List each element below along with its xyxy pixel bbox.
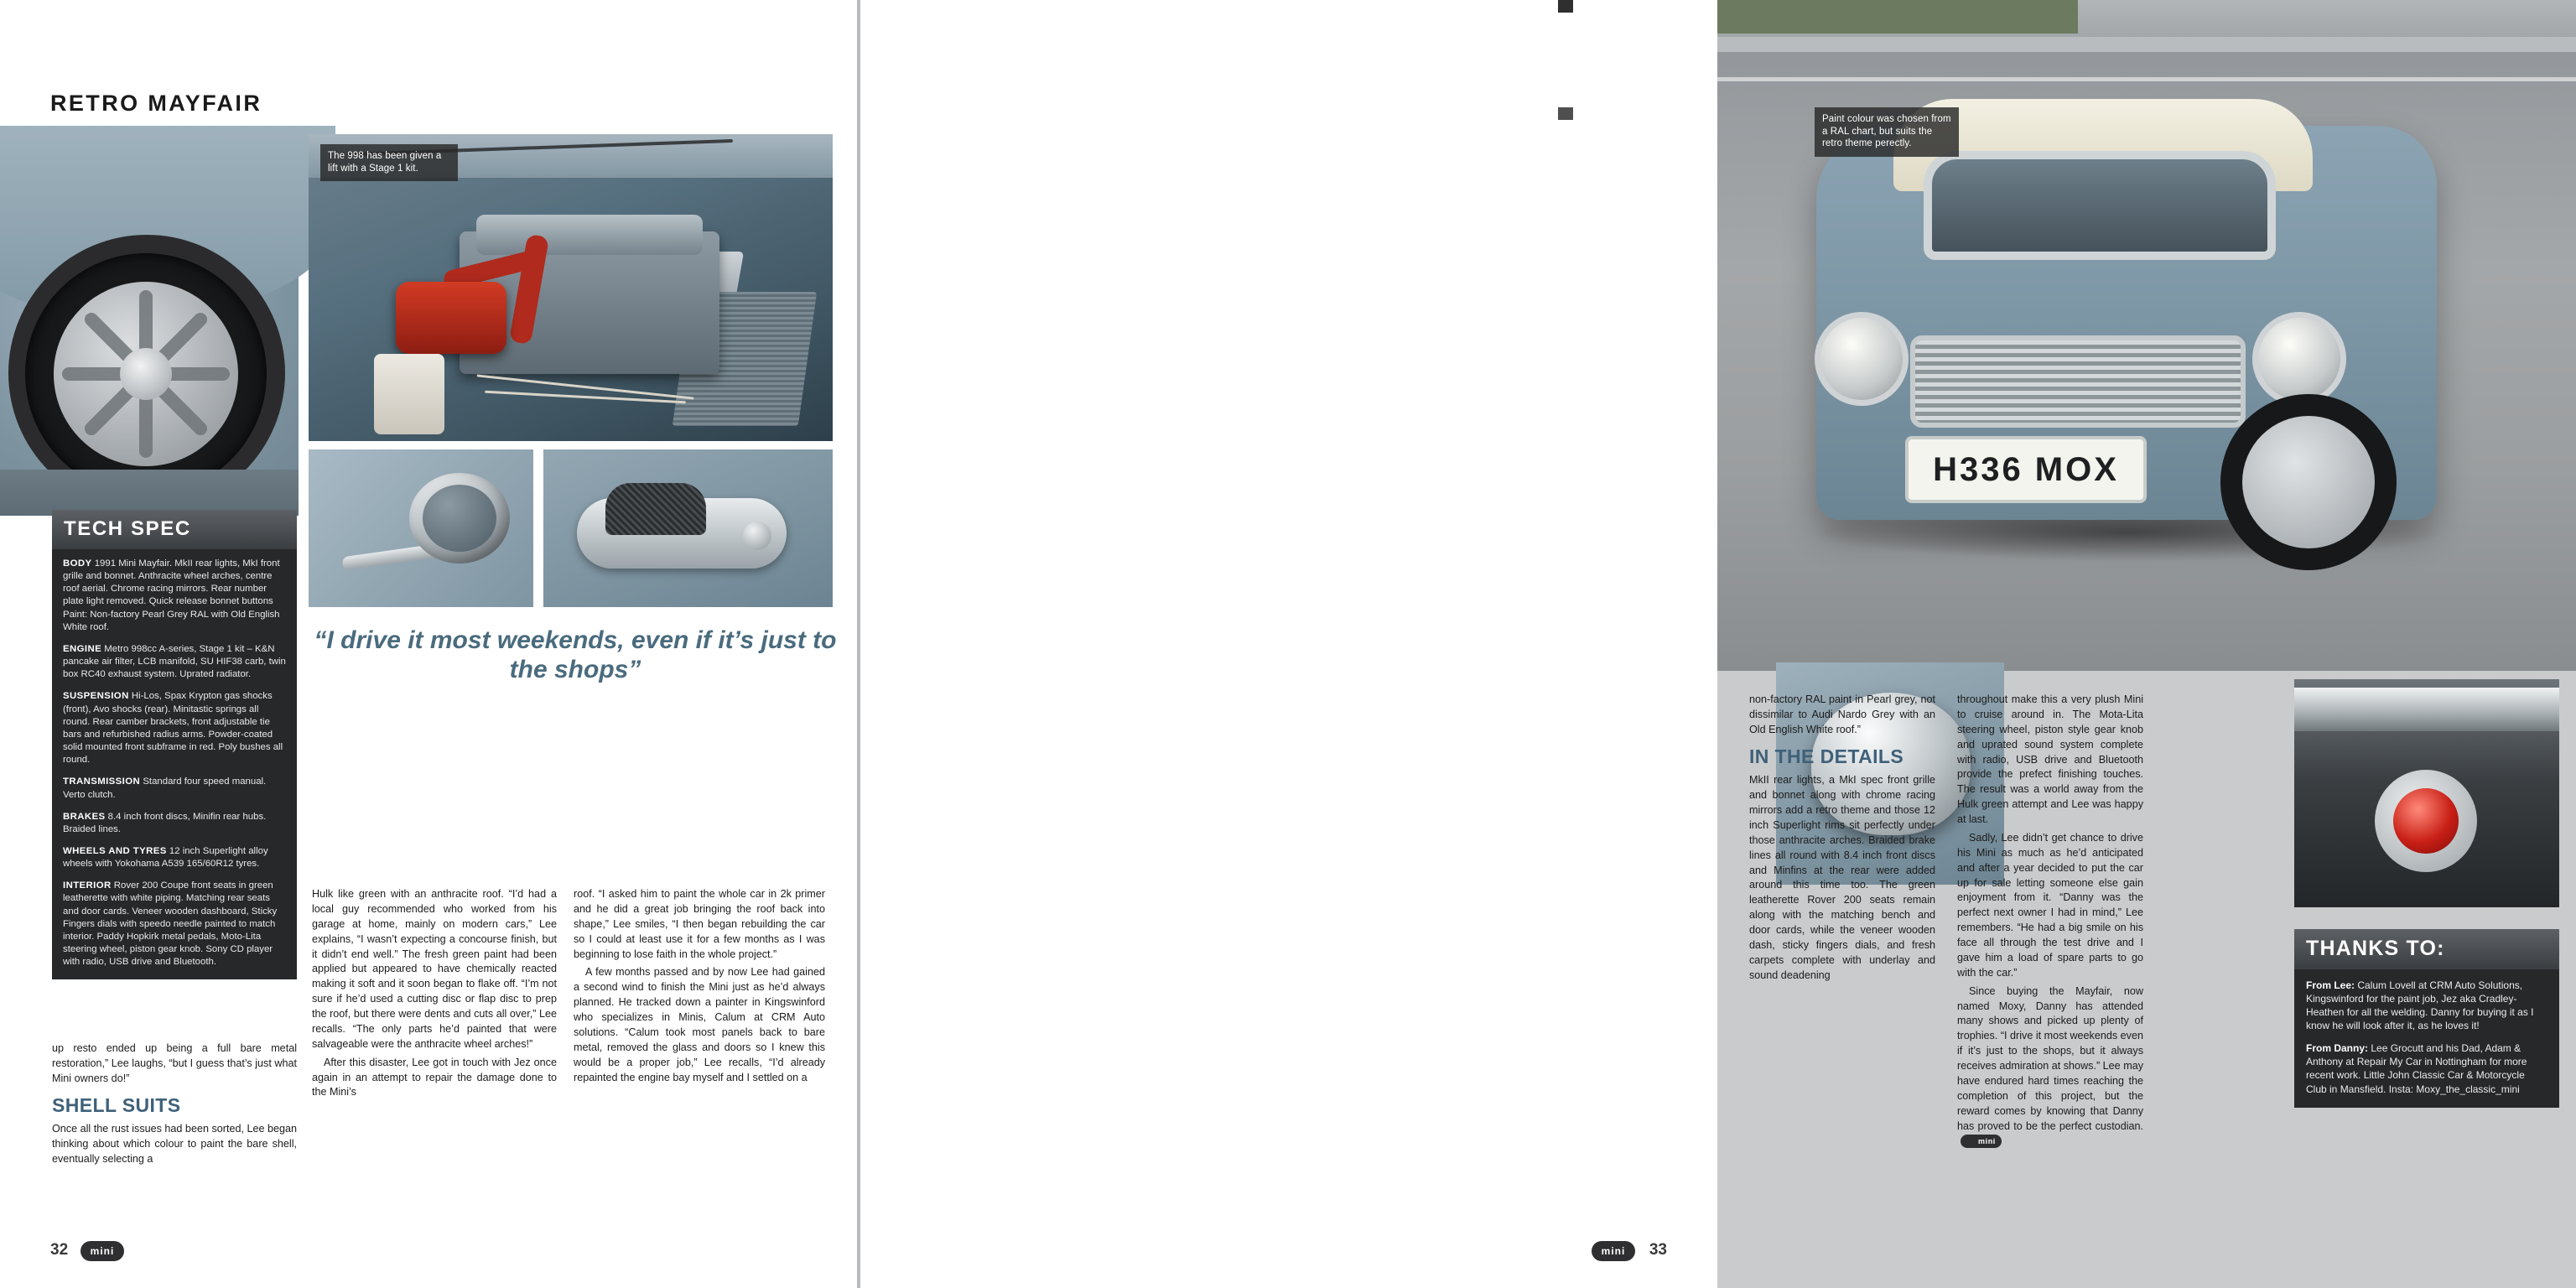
pull-quote: “I drive it most weekends, even if it’s just to the shops” <box>314 626 837 684</box>
section-heading-shell-suits: SHELL SUITS <box>52 1093 181 1116</box>
end-mark: mini <box>1961 1135 2002 1149</box>
paragraph: After this disaster, Lee got in touch with Jez once again in an attempt to repair the damage done to the Mini’s <box>312 1056 557 1098</box>
photo-wheel-detail <box>0 134 299 516</box>
paragraph: Sadly, Lee didn’t get chance to drive his Mini as much as he’d anticipated and after a year decided to put the car up for sale letting someone else gain enjoyment from it. “Danny was the perfect next owner I had in mind,” Lee remembers. “He had a big smile on his face all through the test drive and I gave him a load of spare parts to go with the car.” <box>1957 831 2143 979</box>
right-page <box>859 0 2534 1288</box>
magazine-logo-left: mini <box>80 1241 124 1261</box>
paragraph: up resto ended up being a full bare metal restoration,” Lee laughs, “but I guess that’s just what Mini owners do!” <box>52 1042 297 1084</box>
photo-door-handle <box>543 449 833 607</box>
left-page <box>0 0 859 1288</box>
thanks-body <box>2294 969 2559 1108</box>
page-gutter <box>857 0 860 1288</box>
caption-engine: The 998 has been given a lift with a Stage 1 kit. <box>320 144 458 181</box>
body-column-3 <box>574 887 825 1088</box>
page-number-right: 33 <box>1649 1241 1667 1259</box>
tech-spec-title: TECH SPEC <box>52 510 297 549</box>
paragraph: Hulk like green with an anthracite roof. “I’d had a local guy recommended who worked from his garage at home, mainly on modern cars,” Lee explains, “I wasn’t expecting a concourse finish, but it didn’t end well.” The fresh green paint had been applied but appeared to have chemically reacted making it soft and it soon began to flake off. “I’m not sure if he’d used a cutting disc or flap disc to prep the roof, but there were dents and cuts all over,” Lee recalls. “The only parts he’d painted that were salvageable were the anthracite wheel arches!” <box>312 888 557 1050</box>
tech-spec-entry: BRAKES 8.4 inch front discs, Minifin rear hubs. Braided lines. <box>63 811 267 834</box>
paragraph: Once all the rust issues had been sorted, Lee began thinking about which colour to paint the bare shell, eventually selecting a <box>52 1123 297 1166</box>
paragraph: throughout make this a very plush Mini to cruise around in. The Mota-Lita steering wheel, piston style gear knob and uprated sound system complete with radio, USB drive and Bluetooth provide the prefect finishing touches. The result was a world away from the Hulk green attempt and Lee was happy at last. <box>1957 693 2143 825</box>
paragraph: non-factory RAL paint in Pearl grey, not dissimilar to Audi Nardo Grey with an Old English White roof.” <box>1749 693 1935 735</box>
magazine-logo-right: mini <box>1592 1241 1635 1261</box>
photo-engine-bay <box>309 134 833 441</box>
section-heading-in-the-details: IN THE DETAILS <box>1749 745 1904 767</box>
page-kicker: RETRO MAYFAIR <box>50 91 262 116</box>
tech-spec-entry: WHEELS AND TYRES 12 inch Superlight alloy wheels with Yokohama A539 165/60R12 tyres. <box>63 845 268 870</box>
body-column-5 <box>1957 693 2143 1152</box>
body-column-2 <box>312 887 557 1104</box>
thanks-entry: From Danny: Lee Grocutt and his Dad, Adam & Anthony at Repair My Car in Nottingham for more recent work. Little John Classic Car & Motorcycle Club in Mansfield. Insta: Moxy_the_classic_mini <box>2306 1042 2527 1095</box>
tech-spec-entry: TRANSMISSION Standard four speed manual. Verto clutch. <box>63 776 267 800</box>
caption-hero: Paint colour was chosen from a RAL chart, but suits the retro theme perectly. <box>1815 107 1959 157</box>
number-plate: H336 MOX <box>1905 436 2147 503</box>
photo-chrome-mirror <box>309 449 533 607</box>
thanks-panel <box>2294 929 2559 1108</box>
photo-rear-light <box>2294 679 2559 907</box>
tech-spec-entry: INTERIOR Rover 200 Coupe front seats in green leatherette with white piping. Matching rear seats and door cards. Veneer wooden dashboard, Sticky Fingers dials with speedo needle painted to match interior. Paddy Hopkirk metal pedals, Moto-Lita steering wheel, piston gear knob. Sony CD player with radio, USB drive and Bluetooth. <box>63 880 278 968</box>
paragraph: Since buying the Mayfair, now named Moxy, Danny has attended many shows and picked up plenty of trophies. “I drive it most weekends even if it’s just to the shops, but it always receives admiration at shows.” Lee may have endured hard times reaching the completion of this project, but the reward comes by knowing that Danny has proved to be the perfect custodian.mini <box>1957 984 2143 1150</box>
paragraph: A few months passed and by now Lee had gained a second wind to finish the Mini just as he’d always planned. He tracked down a painter in Kingswinford who specializes in Minis, Calum at CRM Auto solutions. “Calum took most panels back to bare metal, removed the glass and doors so I knew this would be a proper job,” Lee recalls, “I’d already repainted the engine bay myself and I settled on a <box>574 966 825 1083</box>
body-column-1 <box>52 1041 297 1171</box>
paragraph: MkII rear lights, a MkI spec front grille and bonnet along with chrome racing mirrors add a retro theme and those 12 inch Superlight rims sit perfectly under those anthracite arches. Braided brake lines all round with 8.4 inch front discs and Minfins at the rear were added around this time too. The green leatherette Rover 200 seats remain along with the matching bench and door cards, while the veneer wooden dash, sticky fingers dials, and fresh carpets complete with underlay and sound deadening <box>1749 774 1935 981</box>
tech-spec-entry: SUSPENSION Hi-Los, Spax Krypton gas shocks (front), Avo shocks (rear). Minitastic springs all round. Rear camber brackets, front adjustable tie bars and refurbished radius arms. Powder-coated solid mounted front subframe in red. Poly bushes all round. <box>63 691 283 766</box>
paragraph: roof. “I asked him to paint the whole car in 2k primer and he did a great job bringing the roof back into shape,” Lee smiles, “I then began rebuilding the car so I could at least use it for a few months as I was beginning to lose faith in the whole project.” <box>574 888 825 960</box>
tech-spec-entry: ENGINE Metro 998cc A-series, Stage 1 kit – K&N pancake air filter, LCB manifold, SU HIF38 carb, twin box RC40 exhaust system. Uprated radiator. <box>63 643 286 680</box>
thanks-title: THANKS TO: <box>2294 929 2559 969</box>
tech-spec-panel <box>52 510 297 979</box>
thanks-entry: From Lee: Calum Lovell at CRM Auto Solutions, Kingswinford for the paint job, Jez aka Cradley-Heathen for all the welding. Danny for buying it as I know he will look after it, as he loves it! <box>2306 979 2534 1032</box>
page-number-left: 32 <box>50 1241 69 1259</box>
tech-spec-body <box>52 549 297 979</box>
body-column-4 <box>1749 693 1935 987</box>
photo-hero-car <box>1717 0 2576 671</box>
tech-spec-entry: BODY 1991 Mini Mayfair. MkII rear lights, MkI front grille and bonnet. Anthracite wheel arches, centre roof aerial. Chrome racing mirrors. Rear number plate light removed. Quick release bonnet buttons Paint: Non-factory Pearl Grey RAL with Old English White roof. <box>63 558 280 632</box>
